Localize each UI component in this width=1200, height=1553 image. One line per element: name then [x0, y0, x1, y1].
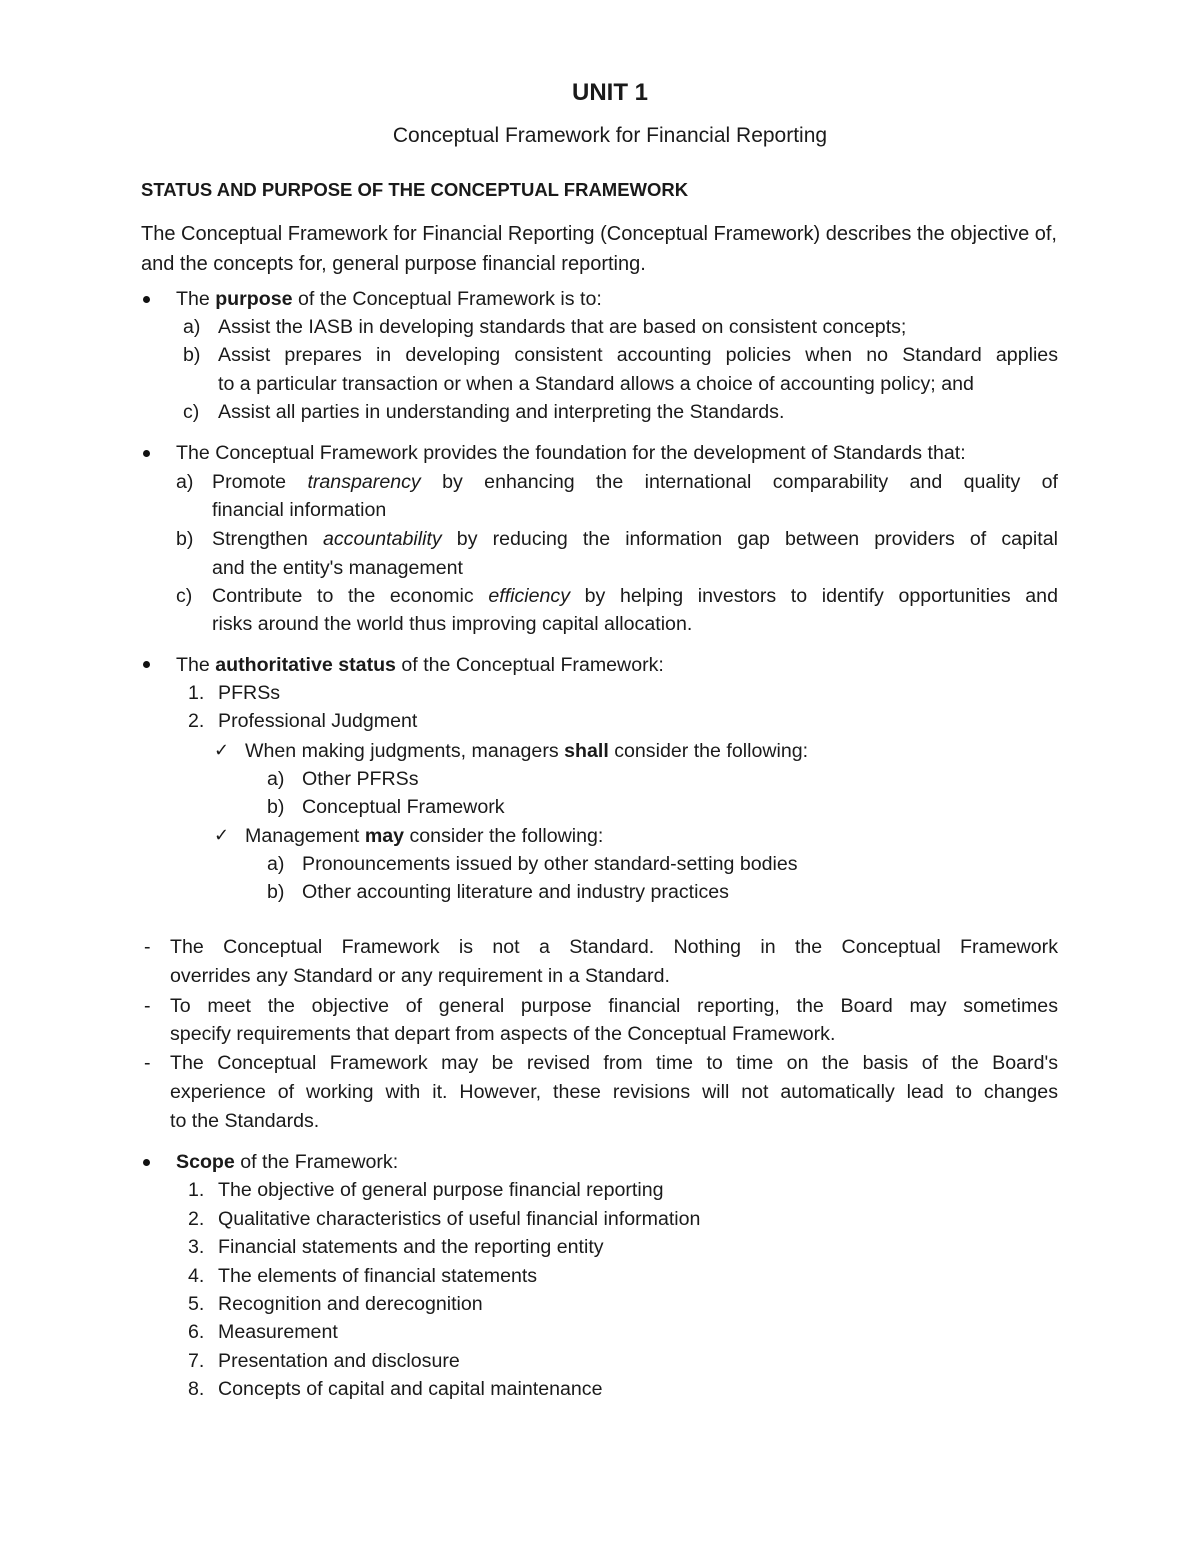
list-marker: 2.: [188, 1208, 205, 1230]
list-marker: a): [267, 768, 285, 790]
list-marker: b): [267, 796, 285, 818]
list-item-text: Measurement: [218, 1321, 338, 1343]
dash-marker: -: [144, 995, 151, 1017]
list-marker: 7.: [188, 1350, 205, 1372]
list-marker: a): [176, 471, 194, 493]
dash-item-text: overrides any Standard or any requirement in a Standard.: [170, 965, 670, 987]
list-item-text: Contribute to the economic efficiency by helping investors to identify opportunities and: [212, 585, 1058, 607]
list-marker: 1.: [188, 682, 205, 704]
list-item-text: financial information: [212, 499, 387, 521]
list-marker: 1.: [188, 1179, 205, 1201]
list-marker: 3.: [188, 1236, 205, 1258]
page-title: UNIT 1: [571, 79, 648, 106]
authoritative-intro: The authoritative status of the Conceptual Framework:: [176, 654, 664, 676]
purpose-intro: The purpose of the Conceptual Framework is to:: [176, 288, 602, 310]
check-item-text: When making judgments, managers shall consider the following:: [245, 740, 809, 762]
list-marker: 5.: [188, 1293, 205, 1315]
bullet-icon: [143, 1159, 150, 1166]
dash-item-text: to the Standards.: [170, 1110, 320, 1132]
check-item-text: Management may consider the following:: [245, 825, 604, 847]
list-item-text: Professional Judgment: [218, 710, 418, 732]
bullet-icon: [143, 661, 150, 668]
section-heading: STATUS AND PURPOSE OF THE CONCEPTUAL FRAMEWORK: [141, 179, 689, 200]
checkmark-icon: ✓: [214, 740, 230, 760]
list-marker: 6.: [188, 1321, 205, 1343]
dash-marker: -: [144, 1052, 151, 1074]
list-item-text: Pronouncements issued by other standard-setting bodies: [302, 853, 798, 875]
list-marker: 2.: [188, 710, 205, 732]
intro-paragraph: The Conceptual Framework for Financial Reporting (Conceptual Framework) describes the objective of, and the concepts for, general purpose financial reporting.: [141, 223, 1057, 275]
list-item-text: Conceptual Framework: [302, 796, 505, 818]
list-item-text: to a particular transaction or when a Standard allows a choice of accounting policy; and: [218, 373, 974, 395]
bullet-icon: [143, 450, 150, 457]
list-marker: b): [176, 528, 194, 550]
list-item-text: Strengthen accountability by reducing the information gap between providers of capital: [212, 528, 1058, 550]
list-marker: c): [176, 585, 193, 607]
list-item-text: Concepts of capital and capital maintenance: [218, 1378, 603, 1400]
list-marker: a): [267, 853, 285, 875]
dash-item-text: The Conceptual Framework may be revised from time to time on the basis of the Board's: [170, 1052, 1058, 1074]
list-item-text: and the entity's management: [212, 557, 463, 579]
list-item-text: Assist the IASB in developing standards that are based on consistent concepts;: [218, 316, 907, 338]
checkmark-icon: ✓: [214, 825, 230, 845]
dash-item-text: To meet the objective of general purpose financial reporting, the Board may sometimes: [170, 995, 1058, 1017]
dash-marker: -: [144, 936, 151, 958]
list-marker: b): [183, 344, 201, 366]
list-item-text: Assist all parties in understanding and interpreting the Standards.: [218, 401, 785, 423]
list-item-text: The elements of financial statements: [218, 1265, 538, 1287]
list-item-text: Qualitative characteristics of useful financial information: [218, 1208, 701, 1230]
dash-item-text: specify requirements that depart from aspects of the Conceptual Framework.: [170, 1023, 836, 1045]
list-marker: 8.: [188, 1378, 205, 1400]
list-item-text: The objective of general purpose financial reporting: [218, 1179, 664, 1201]
scope-intro: Scope of the Framework:: [176, 1151, 399, 1173]
dash-item-text: The Conceptual Framework is not a Standard. Nothing in the Conceptual Framework: [170, 936, 1058, 958]
list-marker: b): [267, 881, 285, 903]
list-marker: c): [183, 401, 200, 423]
list-item-text: Presentation and disclosure: [218, 1350, 460, 1372]
bullet-icon: [143, 296, 150, 303]
list-item-text: risks around the world thus improving capital allocation.: [212, 613, 693, 635]
page-subtitle: Conceptual Framework for Financial Reporting: [392, 124, 828, 147]
list-item-text: Recognition and derecognition: [218, 1293, 483, 1315]
list-item-text: Financial statements and the reporting entity: [218, 1236, 604, 1258]
list-item-text: Assist prepares in developing consistent accounting policies when no Standard applies: [218, 344, 1058, 366]
foundation-intro: The Conceptual Framework provides the foundation for the development of Standards that:: [176, 442, 966, 464]
list-item-text: Promote transparency by enhancing the international comparability and quality of: [212, 471, 1058, 493]
list-marker: 4.: [188, 1265, 205, 1287]
list-marker: a): [183, 316, 201, 338]
dash-item-text: experience of working with it. However, these revisions will not automatically lead to changes: [170, 1081, 1058, 1103]
list-item-text: Other accounting literature and industry practices: [302, 881, 729, 903]
list-item-text: Other PFRSs: [302, 768, 419, 790]
list-item-text: PFRSs: [218, 682, 281, 704]
